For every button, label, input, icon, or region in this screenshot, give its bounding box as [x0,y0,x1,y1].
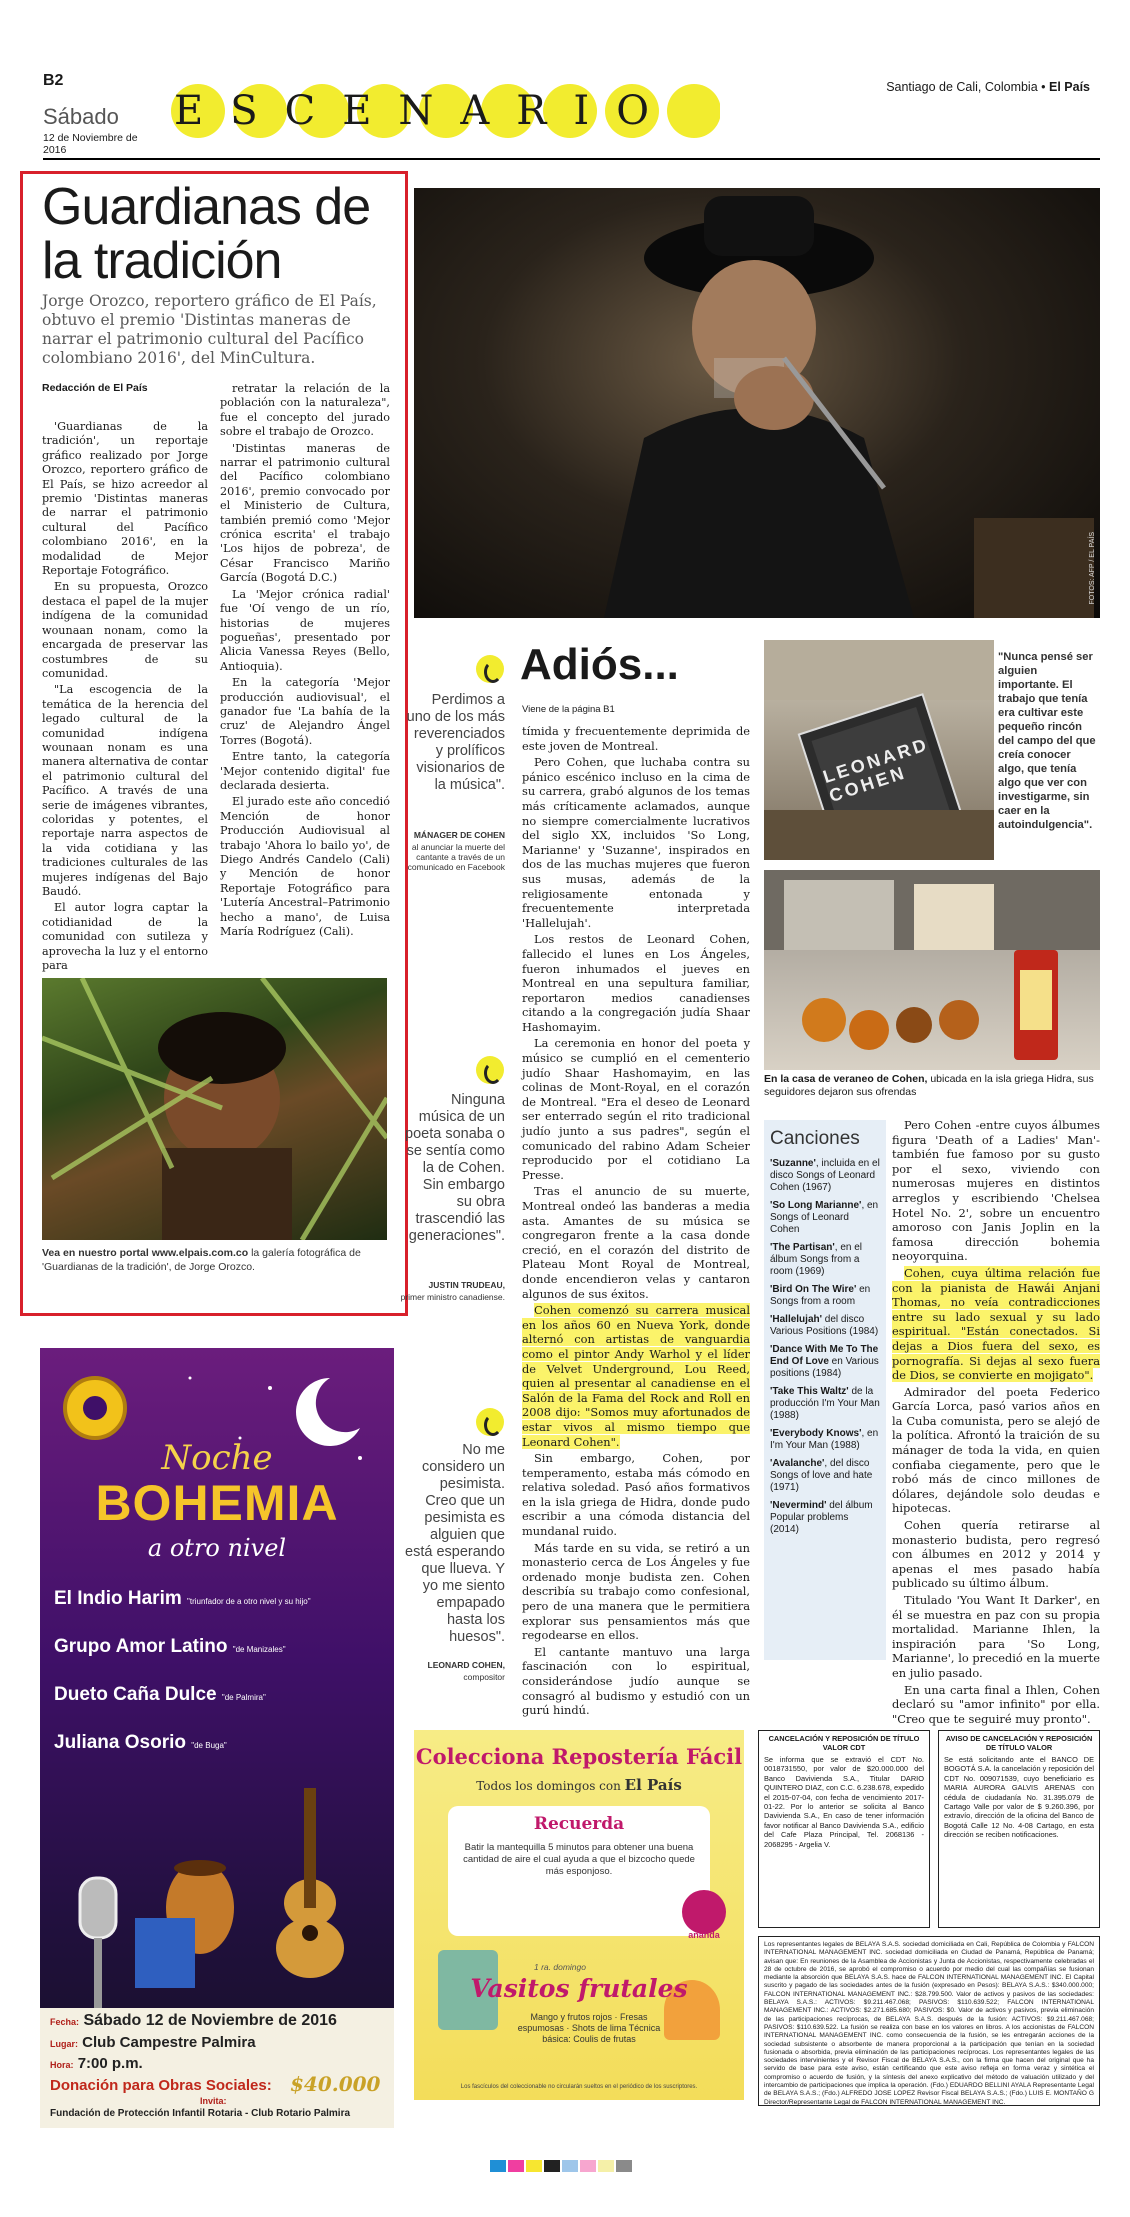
adios-para [522,1036,750,1182]
song-item [770,1158,880,1194]
color-swatch [562,2160,578,2172]
guardianas-para: 'Guardianas de la tradición', un reportaje gráfico realizado por Jorge Orozco, reportero gráfico de El País, se hizo acreedor al premio 'Distintas maneras de narrar el patrimonio cultural del Pacífico colombiano 2016', en la modalidad de Mejor Reportaje Fotográfico. [42,420,208,578]
song-item [770,1386,880,1422]
ananda-logo-text: ananda [688,1930,720,1940]
adios-text: Cohen quería retirarse al monasterio budista, pero regresó con álbumes en 2012 y 2014 y apenas el mes pasado había publicado su último álbum. [892,1518,1100,1591]
bohemia-invita: Invita: [200,2096,227,2106]
adios-para [892,1593,1100,1681]
song-item [770,1500,880,1536]
song-info: en Various positions (1984) [770,1356,879,1379]
adios-text: Titulado 'You Want It Darker', en él se muestra en paz con su propia mortalidad. Marianne Ihlen, la inspiración para 'So Long, Marianne', lo precedió en la muerte en julio pasado. [892,1593,1100,1680]
aviso-cdt-text: Se informa que se extravió el CDT No. 0018731550, por valor de $20.000.000 del Banco Davivienda S.A., Titular DARIO QUINTERO DIAZ, con C.C. 6.238.678, expedido el 2015-07-04, con fecha de vencimiento 2017-01-22. Por lo anterior se solicita al Banco Davivienda S.A., En caso de tener información favor notificar al Banco Davivienda S.A., edificio del Cafe Plaza Principal, Tel. 2068136 - 2068295 - Argelia V. [764,1755,924,1849]
song-info: , en I'm Your Man (1988) [770,1428,879,1451]
guardianas-col1 [42,420,208,975]
photo-credit: FOTOS: AFP / EL PAÍS [1089,531,1096,604]
pull-quote-1-who: MÁNAGER DE COHEN [413,830,505,840]
reposteria-sub-text: Todos los domingos con [476,1779,621,1793]
adios-text: tímida y frecuentemente deprimida de este joven de Montreal. [522,724,750,753]
offerings-caption-text: ubicada en la isla griega Hidra, sus seguidores dejaron sus ofrendas [764,1073,1094,1098]
adios-para [892,1518,1100,1591]
adios-continued: Viene de la página B1 [522,704,615,715]
page-number: B2 [43,72,64,89]
song-item [770,1200,880,1236]
adios-para [892,1683,1100,1727]
act-note: "de Buga" [191,1741,227,1750]
quote-bullet-icon [476,1056,504,1084]
quote-bullet-3 [476,1408,504,1440]
header-location [790,80,1090,94]
song-item [770,1458,880,1494]
adios-para [892,1385,1100,1516]
adios-text: Más tarde en su vida, se retiró a un monasterio cerca de Los Ángeles y fue ordenado monje budista zen. Cohen describía su trabajo como confesional, pero de una manera que le permitiera explorar sus pensamientos más que regodearse en ellos. [522,1540,750,1643]
song-name: 'The Partisan' [770,1242,835,1253]
songs-title: Canciones [770,1128,860,1149]
woman-leaves-image [42,978,387,1240]
fecha-value: Sábado 12 de Noviembre de 2016 [83,2012,337,2029]
song-info: del disco Various Positions (1984) [770,1314,879,1337]
song-info: , en el álbum Songs from a room (1969) [770,1242,863,1277]
quote-bullet-icon [476,655,504,683]
act-name: Juliana Osorio [54,1732,186,1753]
adios-para [522,1184,750,1301]
reposteria-recipe2-text: Mango y frutos rojos · Fresas espumosas · Shots de lima Técnica básica: Coulis de frutas [517,2012,661,2044]
guardianas-para: El jurado este año concedió Mención de honor Producción Audiovisual al trabajo 'Ahora lo bailo yo', de Diego Andrés Candelo (Cali) y Mención de honor Reportaje Fotográfico para 'Lutería Ancestral–Patrimonio hecho a mano', de Luisa María Rodríguez (Cali). [220,795,390,939]
color-swatch [508,2160,524,2172]
reposteria-sub [414,1776,744,1794]
pull-quote-3-role: compositor [463,1672,505,1682]
guardianas-byline: Redacción de El País [42,382,148,394]
leonard-cohen-image [414,188,1100,618]
quote-bullet-1 [476,655,504,687]
store-quote: "Nunca pensé ser alguien importante. El trabajo que tenía era cultivar este pequeño rincón del campo del que creía conocer algo, que tenía algo que ver con investigarme, sin caer en la autoindulgencia". [998,651,1096,831]
aviso-cdt-title: CANCELACIÓN Y REPOSICIÓN DE TÍTULO VALOR CDT [768,1734,920,1752]
song-name: 'So Long Marianne' [770,1200,862,1211]
adios-para [522,1451,750,1539]
song-item [770,1428,880,1452]
guardianas-para: En su propuesta, Orozco destaca el papel de la mujer indígena de la comunidad wounaan nonam, como la encargada de preservar las costumbres de su comunidad. [42,580,208,680]
reposteria-foot: Los fascículos del coleccionable no circularán sueltos en el periódico de los suscriptores. [460,2084,698,2090]
adios-title: Adiós... [520,640,679,689]
song-name: 'Nevermind' [770,1500,827,1511]
bohemia-fecha [50,2012,390,2030]
bohemia-act [54,1732,227,1754]
header-rule [43,158,1100,160]
hora-label: Hora: [50,2060,74,2070]
song-name: 'Hallelujah' [770,1314,822,1325]
song-item [770,1314,880,1338]
offerings-caption [764,1073,1100,1099]
adios-para [522,1541,750,1643]
bohemia-lugar [50,2034,390,2051]
song-name: 'Everybody Knows' [770,1428,862,1439]
songs-box [764,1120,886,1660]
header-day: Sábado [43,104,119,129]
guardianas-photo [42,978,387,1240]
act-name: Grupo Amor Latino [54,1636,228,1657]
adios-para [522,932,750,1034]
fecha-label: Fecha: [50,2017,80,2027]
reposteria-brand: El País [624,1776,682,1794]
song-name: 'Suzanne' [770,1158,816,1169]
header-date: 12 de Noviembre de 2016 [43,132,138,156]
pull-quote-2-role: primer ministro canadiense. [400,1292,505,1302]
song-item [770,1344,880,1380]
aviso-cancelacion [938,1730,1100,1928]
cohen-concert-photo [414,188,1100,618]
bohemia-ad [40,1348,394,2128]
adios-text: La ceremonia en honor del poeta y músico se cumplió en el cementerio judío Shaar Hashomayim, en las colinas de Mont-Royal, en el corazón de Montreal. "Era el deseo de Leonard ser enterrado según el rito tradicional judío junto a sus padres", según el comunicado del rabino Adam Scheier reproducido por el cotidiano La Presse. [522,1036,750,1182]
songs-list [764,1156,886,1544]
guardianas-para: "La escogencia de la temática de la herencia del legado cultural de la comunidad indígena wounaan nonam es una manera alternativa de contar el patrimonio cultural del Pacífico. A través de una serie de imágenes vibrantes, coloridas y potentes, el reportaje narra aspectos de la vida cotidiana y las tradiciones culturales de las mujeres indígenas del Bajo Baudó. [42,683,208,898]
reposteria-title: Colecciona Repostería Fácil [415,1744,743,1769]
song-name: 'Bird On The Wire' [770,1284,857,1295]
adios-text: En una carta final a Ihlen, Cohen declaró su "amor infinito" por ella. "Creo que te seguiré muy pronto". [892,1682,1100,1726]
caption-text: la galería fotográfica de 'Guardianas de la tradición', de Jorge Orozco. [42,1247,361,1273]
adios-text: Tras el anuncio de su muerte, Montreal ondeó las banderas a media asta. Amantes de su música se congregaron frente a la casa donde creció, en el corazón del distrito de Plateau Mont Royal de Montreal, donde encendieron velas y cantaron algunos de sus éxitos. [522,1184,750,1301]
header-separator: • [1037,80,1049,94]
pull-quote-1-role: al anunciar la muerte del cantante a través de un comunicado en Facebook [407,842,505,872]
song-name: 'Take This Waltz' [770,1386,849,1397]
guardianas-deck: Jorge Orozco, reportero gráfico de El País, obtuvo el premio 'Distintas maneras de narrar el patrimonio cultural del Pacífico colombiano 2016', del MinCultura. [42,292,377,367]
header-city: Santiago de Cali, Colombia [886,80,1038,94]
album-title: LEONARD COHEN [820,733,932,807]
guardianas-para: En la categoría 'Mejor producción audiovisual', el ganador fue 'La bahía de la cruz' de Alejandro Ángel Torres (Bogotá). [220,676,390,747]
adios-para [522,724,750,753]
song-info: del álbum Popular problems (2014) [770,1500,873,1535]
adios-para [892,1118,1100,1264]
adios-text: Sin embargo, Cohen, por temperamento, estaba más cómodo en relativa soledad. Pasó años formativos en la isla griega de Hidra, donde pudo escribir a una cómoda distancia del mundanal ruido. [522,1451,750,1539]
hora-value: 7:00 p.m. [77,2055,143,2072]
song-item [770,1284,880,1308]
bohemia-title-sub: a otro nivel [147,1534,287,1562]
act-name: El Indio Harim [54,1588,182,1609]
song-item [770,1242,880,1278]
guardianas-para: Entre tanto, la categoría 'Mejor contenido digital' fue declarada desierta. [220,750,390,792]
reposteria-ad [414,1730,744,2100]
act-note: "de Palmira" [221,1693,266,1702]
color-swatch [616,2160,632,2172]
legal-notice [758,1936,1100,2106]
bohemia-donacion: Donación para Obras Sociales: [50,2077,272,2094]
song-info: , en Songs of Leonard Cohen [770,1200,879,1235]
adios-col1 [522,724,750,1720]
reposteria-recipe2: Vasitos frutales [470,1974,688,2003]
section-banner [160,74,720,148]
adios-text: El cantante mantuvo una larga fascinación con lo espiritual, considerándose judío aunque se consagró al budismo y estudió con un gurú hindú. [522,1644,750,1718]
guardianas-col2 [220,382,390,941]
adios-para [522,1303,750,1449]
print-color-bar [490,2160,632,2172]
song-info: , incluida en el disco Songs of Leonard Cohen (1967) [770,1158,880,1193]
song-info: de la producción I'm Your Man (1988) [770,1386,880,1421]
bohemia-title-noche: Noche [161,1438,273,1478]
pull-quote-1: Perdimos a uno de los más reverenciados y prolíficos visionarios de la música". [406,692,505,793]
act-note: "de Manizales" [232,1645,286,1654]
bohemia-org: Fundación de Protección Infantil Rotaria - Club Rotario Palmira [50,2108,351,2119]
guardianas-para: El autor logra captar la cotidianidad de la comunidad con sutileza y aprovecha la luz y el entorno para [42,901,208,973]
ananda-logo [682,1890,726,1934]
lugar-label: Lugar: [50,2039,78,2049]
lugar-value: Club Campestre Palmira [82,2034,256,2051]
adios-highlight: Cohen, cuya última relación fue con la pianista de Hawái Anjani Thomas, no veía contradicciones entre su lado sexual y su lado espiritual. "Están conectados. Si dejas a Dios fuera del sexo, es pornografía. Si dejas al sexo fuera de Dios, se convierte en mojigato". [892,1265,1100,1383]
guardianas-para: La 'Mejor crónica radial' fue 'Oí vengo de un río, historias de mujeres pogueñas', presentado por Alicia Vanessa Reyes (Bello, Antioquia). [220,587,390,673]
reposteria-recipe1: Recuerda [533,1814,625,1834]
adios-text: Los restos de Leonard Cohen, fallecido el lunes en Los Ángeles, fueron inhumados el jueves en Montreal en una sepultura familiar, reportaron medios canadienses citando a la congregación judía Shaar Hashomayim. [522,932,750,1034]
bohemia-act [54,1636,286,1658]
bohemia-hora [50,2055,390,2072]
color-swatch [526,2160,542,2172]
pull-quote-3: No me considero un pesimista. Creo que un pesimista es alguien que está esperando que llueva. Y yo me siento empapado hasta los huesos". [405,1442,505,1645]
guardianas-caption [42,1246,387,1274]
offerings-photo [764,870,1100,1070]
guardianas-title: Guardianas de la tradición [42,178,371,290]
reposteria-sunday: 1 ra. domingo [534,1962,586,1972]
adios-highlight: Cohen comenzó su carrera musical en los años 60 en Nueva York, donde alternó con artistas de vanguardia como el pintor Andy Warhol y el líder de Velvet Underground, Lou Reed, quien al presentar al canadiense en el Salón de la Fama del Rock and Roll en 2008 dijo: "Somos muy afortunados de estar vivos al mismo tiempo que Leonard Cohen". [522,1303,750,1449]
adios-text: Admirador del poeta Federico García Lorca, pasó varios años en la Cuba comunista, pero se alejó de la política. Afrontó la traición de su mánager de toda la vida, en quien confiaba ciegamente, pero que le robó más de cinco millones de dólares, dejándole solo deudas e hipotecas. [892,1384,1100,1516]
color-swatch [580,2160,596,2172]
offerings-caption-bold: En la casa de veraneo de Cohen, [764,1073,928,1085]
color-swatch [598,2160,614,2172]
song-name: 'Dance With Me To The End Of Love [770,1344,879,1367]
guardianas-para: 'Distintas maneras de narrar el patrimonio cultural del Pacífico colombiano 2016', premio convocado por el Ministerio de Cultura, también premió como 'Mejor crónica escrita' el trabajo 'Los hijos de pobreza', de César Francisco Mariño García (Bogotá D.C.) [220,441,390,585]
song-name: 'Avalanche' [770,1458,825,1469]
aviso-cancelacion-title: AVISO DE CANCELACIÓN Y REPOSICIÓN DE TÍTULO VALOR [945,1734,1093,1752]
act-name: Dueto Caña Dulce [54,1684,217,1705]
color-swatch [544,2160,560,2172]
color-swatch [490,2160,506,2172]
section-title: ESCENARIO [174,88,677,134]
song-info: en Songs from a room [770,1284,871,1307]
bohemia-title-main: BOHEMIA [95,1475,339,1531]
pull-quote-2: Ninguna música de un poeta sonaba o se sentía como la de Cohen. Sin embargo su obra trascendió las generaciones". [405,1092,505,1244]
bohemia-price: $40.000 [290,2072,381,2096]
bohemia-act [54,1588,311,1610]
aviso-cancelacion-text: Se está solicitando ante el BANCO DE BOGOTÁ S.A. la cancelación y reposición del CDT No. 009071539, cuyo beneficiario es MARIA AURORA GALVIS ARENAS con cédula de ciudadanía No. 31.395.079 de Cartago Valle por valor de $ 9.260.396, por extravío, dirección de la oficina del Banco de Bogotá Calle 12 No. 4-08 Cartago, en esta dirección se reciben notificaciones. [944,1755,1094,1840]
adios-col2 [892,1118,1100,1728]
adios-para [522,1645,750,1718]
reposteria-recipe1-text: Batir la mantequilla 5 minutos para obtener una buena cantidad de aire el cual ayuda a que el bizcocho quede más esponjoso. [463,1842,695,1877]
adios-text: Pero Cohen -entre cuyos álbumes figura 'Death of a Ladies' Man'- también fue famoso por su gusto por el sexo, viviendo con numerosas mujeres en distintos arreglos y escribiendo 'Chelsea Hotel No. 2', sobre un encuentro amoroso con Janis Joplin en la famosa dirección bohemia neoyorquina. [892,1118,1100,1264]
quote-bullet-icon [476,1408,504,1436]
act-note: "triunfador de a otro nivel y su hijo" [187,1597,311,1606]
pull-quote-3-who: LEONARD COHEN, [427,1660,505,1670]
adios-text: Pero Cohen, que luchaba contra su pánico escénico incluso en la cima de su carrera, grabó algunos de los temas más críticamente aclamados, aunque no siempre comercialmente lucrativos del siglo XX, incluidos 'So Long, Marianne' y 'Suzanne', inspirados en dos de las muchas mujeres que fueron sus musas, además de la religiosamente entonada y frecuentemente interpretada 'Hallelujah'. [522,755,750,930]
record-store-photo [764,640,994,860]
bohemia-act [54,1684,266,1706]
adios-para [892,1266,1100,1383]
legal-notice-text: Los representantes legales de BELAYA S.A.S. sociedad domiciliada en Cali, República de Colombia y FALCON INTERNATIONAL MANAGEMENT INC. sociedad domiciliada en Ciudad de Panamá, República de Panamá; avisan que: En reuniones de la Asamblea de Accionistas y Junta de Accionistas, respectivamente celebradas el 28 de octubre de 2016, se aprobó el compromiso o acuerdo por medio del cual las compañías se fusionan mediante la absorción que BELAYA S.A.S. hace de FALCON INTERNATIONAL MANAGEMENT INC. El Capital suscrito y pagado de las sociedades antes de la fusión (expresado en Pesos): BELAYA S.A.S.: $340.000.000; FALCON INTERNATIONAL MANAGEMENT INC.: $28.799.500. Valor de activos y pasivos de las sociedades: BELAYA S.A.S.: ACTIVOS: $9.211.467.068; PASIVOS: $110.639.522; FALCON INTERNATIONAL MANAGEMENT INC.: ACTIVOS: $2.271.685.680; PASIVOS: $0. Valor de activos y pasivos, previa eliminación de las participaciones recíprocas, de BELAYA S.A.S. después de la fusión: ACTIVOS: $9.211.467.068; PASIVOS: $110.639.522. La fusión se realiza con base en los valores en libros. A los accionistas de FALCON INTERNATIONAL MANAGEMENT INC. como consecuencia de la fusión, se les entregarán acciones de la sociedad subsistente o absorbente de manera proporcional a la participación que tenían en la sociedad fusionada o absorbida, previa eliminación de las participaciones recíprocas. Los representantes legales de las sociedades intervinientes y el Revisor Fiscal de BELAYA S.A.S., con la firma que hacen del original que ha servido de base para este aviso, están certificando que este aviso refleja en forma veraz y sintética el compromiso o acuerdo de fusión, y la síntesis del anexo explicativo del método de valuación utilizado y del intercambio de participaciones que implica la operación. (Fdo.) EDUARDO BELLINI AYALA Representante Legal de BELAYA S.A.S.; (Fdo.) ALFREDO JOSE LOPEZ Revisor Fiscal BELAYA S.A.S.; (Fdo.) LUIS E. MONTAÑO G Director/Representante Legal de FALCON INTERNATIONAL MANAGEMENT INC. [764,1941,1094,2106]
caption-portal: Vea en nuestro portal www.elpais.com.co [42,1247,249,1259]
aviso-cdt [758,1730,930,1928]
header-paper: El País [1049,80,1090,94]
guardianas-para: retratar la relación de la población con la naturaleza", fue el concepto del jurado sobre el trabajo de Orozco. [220,382,390,439]
song-info: , del disco Songs of love and hate (1971) [770,1458,873,1493]
pull-quote-2-who: JUSTIN TRUDEAU, [428,1280,505,1290]
quote-bullet-2 [476,1056,504,1088]
adios-para [522,755,750,930]
candles-fruit-image [764,870,1100,1070]
